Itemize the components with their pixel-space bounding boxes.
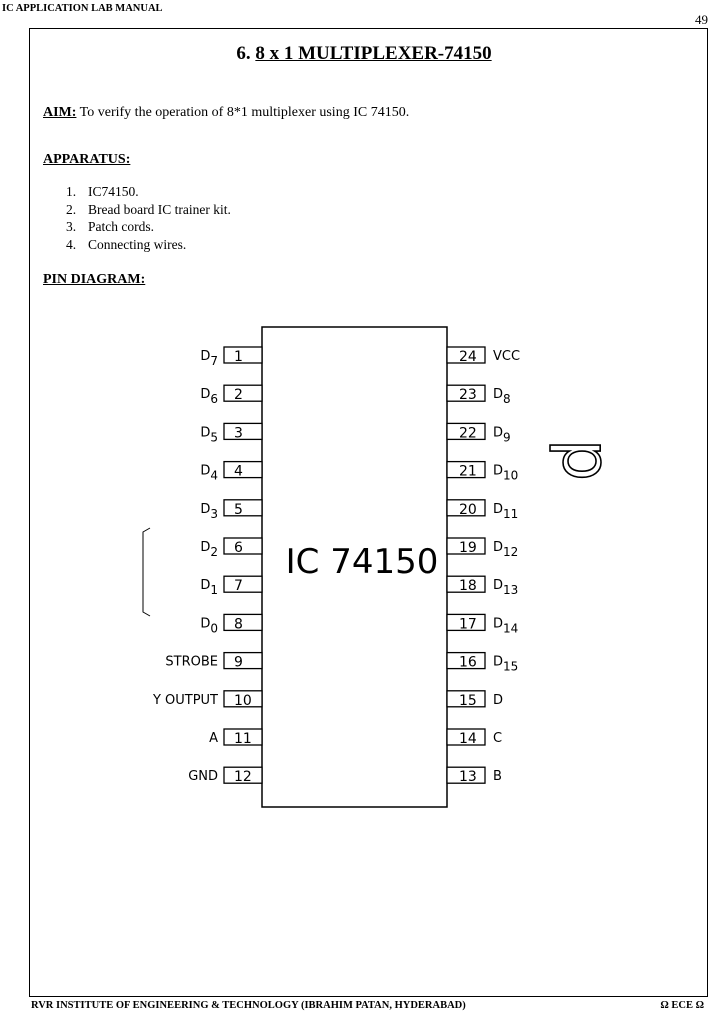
list-item-text: IC74150. [88, 184, 139, 199]
pin-label [493, 578, 518, 597]
pin-label [493, 502, 518, 521]
pin-name: D [200, 578, 211, 594]
pin-name: D [493, 540, 504, 555]
pin-label [200, 502, 218, 521]
pin-label [493, 731, 502, 746]
page-number: 49 [695, 12, 708, 27]
pin-name: D [200, 387, 211, 403]
pin-number: 23 [459, 387, 477, 404]
pin-subscript: 12 [503, 545, 519, 559]
footer-institute: RVR INSTITUTE OF ENGINEERING & TECHNOLOGY (IBRAHIM PATAN, HYDERABAD) [31, 1000, 466, 1011]
pin-box [224, 614, 262, 633]
pin-subscript: 13 [503, 583, 519, 598]
manual-title: IC APPLICATION LAB MANUAL [2, 3, 163, 14]
pin-label [493, 769, 502, 784]
pin-name: D [200, 501, 211, 517]
pin-number: 3 [234, 425, 243, 442]
footer-rule [29, 996, 707, 997]
pin-subscript: 15 [503, 659, 519, 674]
pin-number: 5 [234, 501, 243, 518]
pin-label [493, 693, 503, 708]
footer-dept: Ω ECE Ω [660, 1000, 704, 1011]
pin-number: 18 [459, 578, 477, 595]
pin-label [493, 349, 520, 364]
pin-number: 4 [234, 463, 243, 480]
pin-number: 22 [459, 425, 477, 442]
pin-name: D [200, 540, 211, 555]
pin-name: D [200, 425, 211, 441]
pin-number: 1 [234, 349, 243, 365]
pin-name: D [200, 616, 211, 632]
pin-label [493, 655, 518, 674]
pin-subscript: 6 [210, 392, 218, 407]
list-item-text: Patch cords. [88, 219, 154, 234]
list-item-number: 1. [66, 184, 77, 199]
pin-number: 6 [234, 540, 243, 556]
pin-number: 15 [459, 692, 477, 709]
pin-subscript: 11 [503, 506, 519, 521]
pin-number: 20 [459, 501, 477, 518]
pin-subscript: 14 [503, 621, 519, 636]
pin-box [224, 423, 262, 442]
pin-subscript: 4 [210, 468, 218, 483]
pin-label [200, 578, 218, 597]
pin-name: D [493, 654, 504, 670]
apparatus-label: APPARATUS: [43, 152, 131, 167]
pin-name: D [493, 578, 504, 594]
pin-label [200, 616, 218, 635]
pin-number: 12 [234, 769, 252, 786]
pin-name: D [493, 425, 504, 441]
list-item-text: Connecting wires. [88, 236, 187, 252]
aim-label: AIM: [43, 105, 77, 120]
pin-number: 16 [459, 654, 477, 671]
pin-label [493, 425, 511, 444]
pin-name: Y OUTPUT [152, 692, 218, 708]
pin-name: GND [188, 769, 218, 785]
list-item-text: Bread board IC trainer kit. [88, 201, 231, 217]
pin-box [224, 347, 262, 363]
list-item-number: 2. [66, 201, 77, 217]
pin-subscript: 5 [210, 430, 218, 445]
bracket-mark [143, 528, 150, 616]
pin-label [200, 349, 218, 368]
pin-subscript: 8 [503, 392, 511, 407]
pin-label [200, 464, 218, 483]
pin-name: D [493, 387, 504, 403]
pin-number: 11 [234, 731, 252, 747]
pin-box [224, 576, 262, 595]
pin-subscript: 9 [503, 430, 511, 445]
pin-box [224, 653, 262, 669]
pin-name: D [493, 501, 504, 517]
pin-number: 24 [459, 349, 477, 365]
pin-number: 10 [234, 692, 252, 709]
title-main: 8 x 1 MULTIPLEXER-74150 [255, 43, 492, 64]
pin-number: 19 [459, 540, 477, 556]
left-pin-group [152, 347, 262, 785]
pin-number: 13 [459, 769, 477, 786]
pin-number: 9 [234, 654, 243, 671]
pin-label [209, 731, 218, 746]
pin-name: VCC [493, 349, 521, 364]
title-prefix: 6. [236, 43, 256, 64]
pin-name: C [493, 731, 503, 746]
pin-name: D [493, 692, 504, 708]
aim-text: To verify the operation of 8*1 multiplexer using IC 74150. [76, 105, 410, 120]
pin-label [200, 540, 218, 559]
pin-subscript: 7 [210, 354, 218, 368]
pin-subscript: 1 [210, 583, 218, 598]
chip-label: IC 74150 [285, 542, 439, 582]
pin-label [188, 769, 218, 784]
pin-box [224, 538, 262, 554]
pin-box [224, 500, 262, 516]
pin-number: 8 [234, 616, 243, 633]
pin-number: 7 [234, 578, 243, 595]
pin-subscript: 3 [210, 506, 218, 521]
pin-number: 14 [459, 731, 477, 747]
stray-letter-mark: d [539, 439, 616, 481]
list-item-number: 4. [66, 236, 77, 252]
pin-name: D [200, 463, 211, 479]
pin-number: 21 [459, 463, 477, 480]
pin-name: STROBE [165, 654, 218, 670]
pin-number: 2 [234, 387, 243, 404]
pin-name: D [493, 463, 504, 479]
pin-label [200, 387, 218, 406]
pin-label [493, 387, 511, 406]
list-item-number: 3. [66, 219, 77, 234]
pin-label [165, 655, 218, 670]
pin-subscript: 2 [210, 545, 218, 559]
pin-name: A [209, 731, 218, 746]
pin-label [200, 425, 218, 444]
right-pin-group [447, 347, 520, 785]
pin-number: 17 [459, 616, 477, 633]
pin-diagram-label: PIN DIAGRAM: [43, 272, 146, 287]
pin-name: B [493, 769, 502, 785]
pin-subscript: 10 [503, 468, 519, 483]
pin-name: D [493, 616, 504, 632]
pin-subscript: 0 [210, 621, 218, 636]
pin-box [224, 462, 262, 478]
pin-name: D [200, 349, 211, 364]
pin-label [152, 693, 218, 708]
pin-label [493, 464, 518, 483]
pin-label [493, 540, 518, 559]
pin-box [224, 385, 262, 404]
pin-label [493, 616, 518, 635]
